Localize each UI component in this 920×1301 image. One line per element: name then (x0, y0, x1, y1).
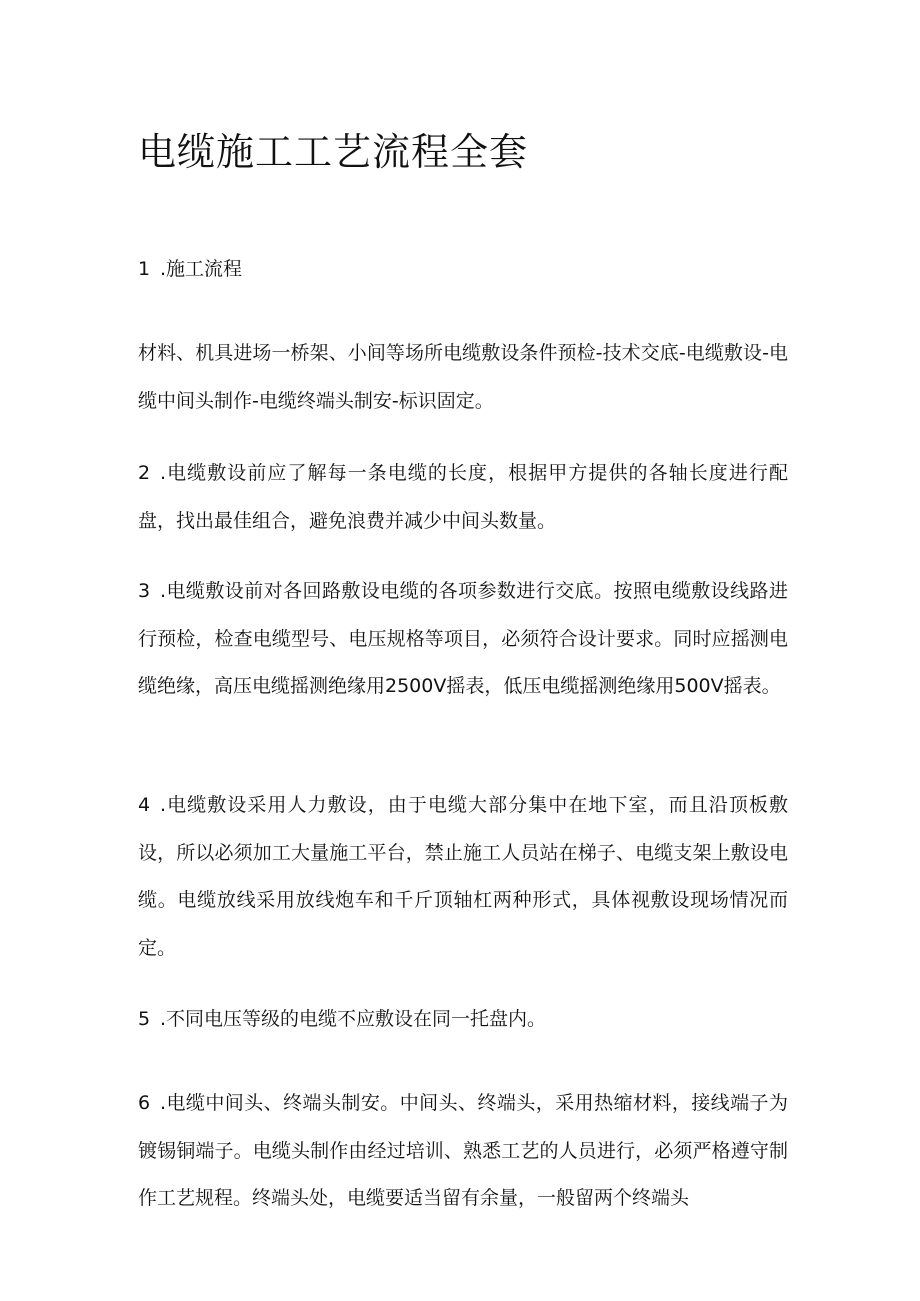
document-title: 电缆施工工艺流程全套 (138, 130, 529, 174)
section-number: 4 (138, 794, 151, 816)
section-text: .电缆敷设前对各回路敷设电缆的各项参数进行交底。按照电缆敷设线路进行预检，检查电缆型号、电压规格等项目，必须符合设计要求。同时应摇测电缆绝缘，高压电缆摇测绝缘用2500V摇表，低压电缆摇测绝缘用500V摇表。 (138, 580, 788, 697)
section-4 (138, 782, 788, 972)
section-text: .不同电压等级的电缆不应敷设在同一托盘内。 (160, 1008, 547, 1030)
section-number: 1 (138, 258, 151, 280)
section-text: .电缆敷设采用人力敷设，由于电缆大部分集中在地下室，而且沿顶板敷设，所以必须加工大量施工平台，禁止施工人员站在梯子、电缆支架上敷设电缆。电缆放线采用放线炮车和千斤顶轴杠两种形式，具体视敷设现场情况而定。 (138, 794, 788, 959)
section-1 (138, 246, 788, 294)
section-2 (138, 450, 788, 545)
section-text: .施工流程 (160, 258, 243, 280)
section-6 (138, 1080, 788, 1223)
section-number: 3 (138, 580, 151, 602)
section-3 (138, 568, 788, 711)
section-text: 材料、机具进场一桥架、小间等场所电缆敷设条件预检-技术交底-电缆敷设-电缆中间头制作-电缆终端头制安-标识固定。 (138, 342, 788, 412)
section-text: .电缆中间头、终端头制安。中间头、终端头，采用热缩材料，接线端子为镀锡铜端子。电缆头制作由经过培训、熟悉工艺的人员进行，必须严格遵守制作工艺规程。终端头处，电缆要适当留有余量，一般留两个终端头 (138, 1092, 788, 1209)
section-number: 6 (138, 1092, 151, 1114)
process-flow-text (138, 330, 788, 425)
section-number: 5 (138, 1008, 151, 1030)
section-5 (138, 996, 788, 1044)
section-number: 2 (138, 462, 151, 484)
section-text: .电缆敷设前应了解每一条电缆的长度，根据甲方提供的各轴长度进行配盘，找出最佳组合，避免浪费并减少中间头数量。 (138, 462, 788, 532)
